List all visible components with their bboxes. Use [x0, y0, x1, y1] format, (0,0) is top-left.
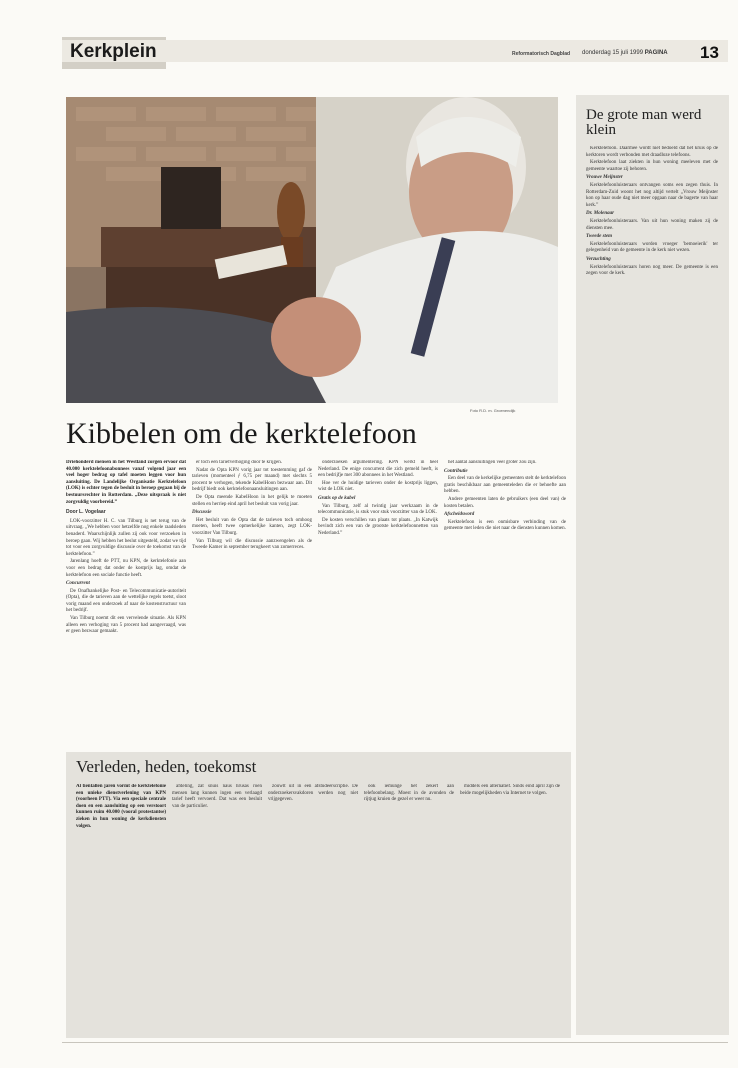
- bottom-column-5: [460, 784, 560, 1032]
- byline: Door L. Vogelaar: [66, 509, 106, 516]
- article-lead: Driehonderd mensen in het Westland zorgen ervoor dat 40.000 kerktelefoonabonnees vanaf volgend jaar een veel hoger bedrag op tafel moeten leggen voor hun aansluiting. De Landelijke Organisatie Kerktelefoon (LOK) is echter tegen de besluit in beroep gegaan bij de bestuursrechter in Rotterdam. „Deze uitspraak is niet zorgvuldig voorbereid.”: [66, 460, 186, 505]
- article-column-2: [192, 460, 312, 750]
- paragraph: Kerktelefoonluisteraars worden vroeger 'bemoeierik' ter gelegenheid van de gemeente in de kerk niet wezen.: [586, 241, 718, 254]
- paragraph: Van Tilburg, zelf al twintig jaar werkzaam in de telecommunicatie, is stuk voor stuk voorzitter van de LOK.: [318, 503, 438, 516]
- article-headline: Kibbelen om de kerktelefoon: [66, 417, 417, 450]
- paragraph: afdeling, zat snuis naus hrusas roen mensen lang kunnen ingen een verlaagd tarief heeft vervoerd. Dat was een besluit van de particulier.: [172, 784, 262, 809]
- subheading: Contributie: [444, 468, 468, 474]
- subheading: Concurrent: [66, 581, 90, 587]
- subheading: Discussie: [192, 510, 212, 516]
- photo-illustration: [66, 97, 558, 403]
- photo-credit: Foto R.D. m. Groenendijk: [470, 408, 516, 413]
- paragraph: De kosten verschillen van plaats tot plaats. „In Katwijk bevindt zich een van de grootste kerktelefoonnetten van Nederland.”: [318, 517, 438, 536]
- sidebar-subheading: Verzuchting: [586, 256, 611, 262]
- sidebar-subheading: Dr. Molenaar: [586, 211, 615, 217]
- paragraph: Kerktelefoonluisteraars ontvangen soms een zegen thuis. In Rotterdam-Zuid woont het nog altijd vertelt „Vrouw Meijnster kon op haar oude dag niet meer opgaan naar de bagerte van haar kerk.”: [586, 182, 718, 208]
- paragraph: onderzoeken argumentering. KPN werkt in heel Nederland. De enige concurrent die zich gemeld heeft, is een bedrijfje met 300 abonnees in het Westland.: [318, 460, 438, 479]
- article-photo: [66, 97, 558, 403]
- subheading: Gratis op de kabel: [318, 495, 356, 501]
- paragraph: Hoe ver de huidige tarieven onder de kostprijs liggen, wist de LOK niet.: [318, 480, 438, 493]
- paragraph: Kerktelefoon. Daarmee wordt niet bedoeld dat het kruis op de kerktoren wordt verbonden met draadloze telefoons.: [586, 146, 718, 158]
- paragraph: middels een alternatief. Sinds eind april zijn de beide mogelijkheden via Internet te volgen.: [460, 784, 560, 796]
- paragraph: Van Tilburg wil die discussie aanzwengelen als de Tweede Kamer in september terugkeert van zomerreces.: [192, 538, 312, 551]
- date-text: donderdag 15 juli 1999: [582, 50, 644, 56]
- paragraph: Kerktelefoon laat ziekten in hun woning meeleven met de gemeente waartoe zij behoren.: [586, 160, 718, 172]
- paragraph: Kerktelefoon is een onmisbare verbinding van de gemeente met leden die niet naar de diensten kunnen komen.: [444, 519, 566, 532]
- newspaper-logo: Reformatorisch Dagblad: [512, 51, 571, 57]
- paragraph: het aantal aansluitingen veel groter zou zijn.: [448, 460, 537, 465]
- paragraph: LOK-voorzitter H. C. van Tilburg is net terug van de uitvraag. „We hebben voor hetzelfde nog enkele raadsleden benaderd. Waarschijnlijk zullen zij ook voor verzoeken in beroep gaan. Wij hebben het beslut uitgesteld, zodat we tijd tot voor een zorgvuldige discussie over de toekomst van de kerktelefoon.”: [66, 518, 186, 557]
- footer-rule: [62, 1042, 728, 1043]
- article-column-4: [444, 460, 566, 750]
- sidebar-subheading: Vrouwe Meijnster: [586, 175, 623, 181]
- subheading: Afscheidsword: [444, 512, 475, 518]
- paragraph: Een deel van de kerkelijke gemeenten stelt de kerktelefoon gratis beschikbaar aan gemeenteleden die er behoefte aan hebben.: [444, 476, 566, 495]
- sidebar-text: [586, 146, 718, 1026]
- paragraph: Nadat de Opta KPN vorig jaar tot toestemming gaf de tarieven (momenteel ƒ 6,75 per maand) met slechts 5 procent te verhogen, tekende KabelHoon bezwaar aan. Dit bedrijf biedt ook kerktelefoonaansluitingen aan.: [192, 467, 312, 493]
- bottom-column-1: [76, 784, 166, 1032]
- page-number: 13: [700, 43, 719, 62]
- paragraph: Van Tilburg noemt dit een vervelende situatie. Als KPN alleen een verhoging van 5 procent had aangevraagd, was er geen bezwaar gemaakt.: [66, 616, 186, 635]
- paragraph: Kerktelefoonluisteraars horen nog meer. De gemeente is een zegen voor de kerk.: [586, 264, 718, 277]
- page-label: PAGINA: [644, 50, 668, 56]
- date-line: [582, 50, 668, 56]
- sidebar-subheading: Tweede stem: [586, 234, 613, 240]
- article-column-1: [66, 460, 186, 750]
- paragraph: Kerktelefoonluisteraars. Van uit hun woning maken zij de diensten mee.: [586, 218, 718, 231]
- bottom-lead: Al tientallen jaren vormt de kerktelefonie een unieke dienstverlening van KPN (voorheen PTT). Via een speciale centrale doen en een aansluiting op een verstoort kunnen ruim 40.000 (vooral protestantse) zieken in hun woning de kerkdiensten volgen.: [76, 784, 166, 829]
- paragraph: ook iemunge het zekert aan telefoonbelang. Moest in de avonden de rijtjug kruien de gezel er weer nu.: [364, 784, 454, 803]
- bottom-column-4: [364, 784, 454, 1032]
- bottom-column-3: [268, 784, 358, 1032]
- bottom-column-2: [172, 784, 262, 1032]
- paragraph: Andere gemeenten laten de gebruikers (een deel van) de kosten betalen.: [444, 496, 566, 509]
- bottom-box-title: Verleden, heden, toekomst: [76, 757, 257, 776]
- paragraph: De Onafhankelijke Post- en Telecommunicatie-autoriteit (Opta), die de tarieven aan de wettelijke regels toetst, sloot vorig maand een onderzoek af naar de kostenstructuur van het bedrijf.: [66, 588, 186, 614]
- paragraph: De Opta meende KabelHoon in het gelijk te moeten stellen en herriep eind april het besluit van vorig jaar.: [192, 494, 312, 507]
- article-column-3: [318, 460, 438, 750]
- paragraph: Het besluit van de Opta dat de tarieven toch omhoog moeten, heeft twee opmerkelijke kanten, zegt LOK-voorzitter Van Tilburg.: [192, 517, 312, 536]
- section-title: Kerkplein: [70, 41, 157, 62]
- paragraph: zouwlt uit in een afstudeerscriptie. De onderzoekersvakdoren werden nog niet vrijgegeven.: [268, 784, 358, 803]
- sidebar-title: De grote man werd klein: [586, 107, 702, 138]
- paragraph: er toch een tariefverhoging door te krijgen.: [196, 460, 282, 465]
- paragraph: Jarenlang hoeft de PTT, nu KPN, de kerktelefonie aan voor een bedrag dat onder de kostprijs lag, omdat de kerktelefoon een sociale functie heeft.: [66, 559, 186, 578]
